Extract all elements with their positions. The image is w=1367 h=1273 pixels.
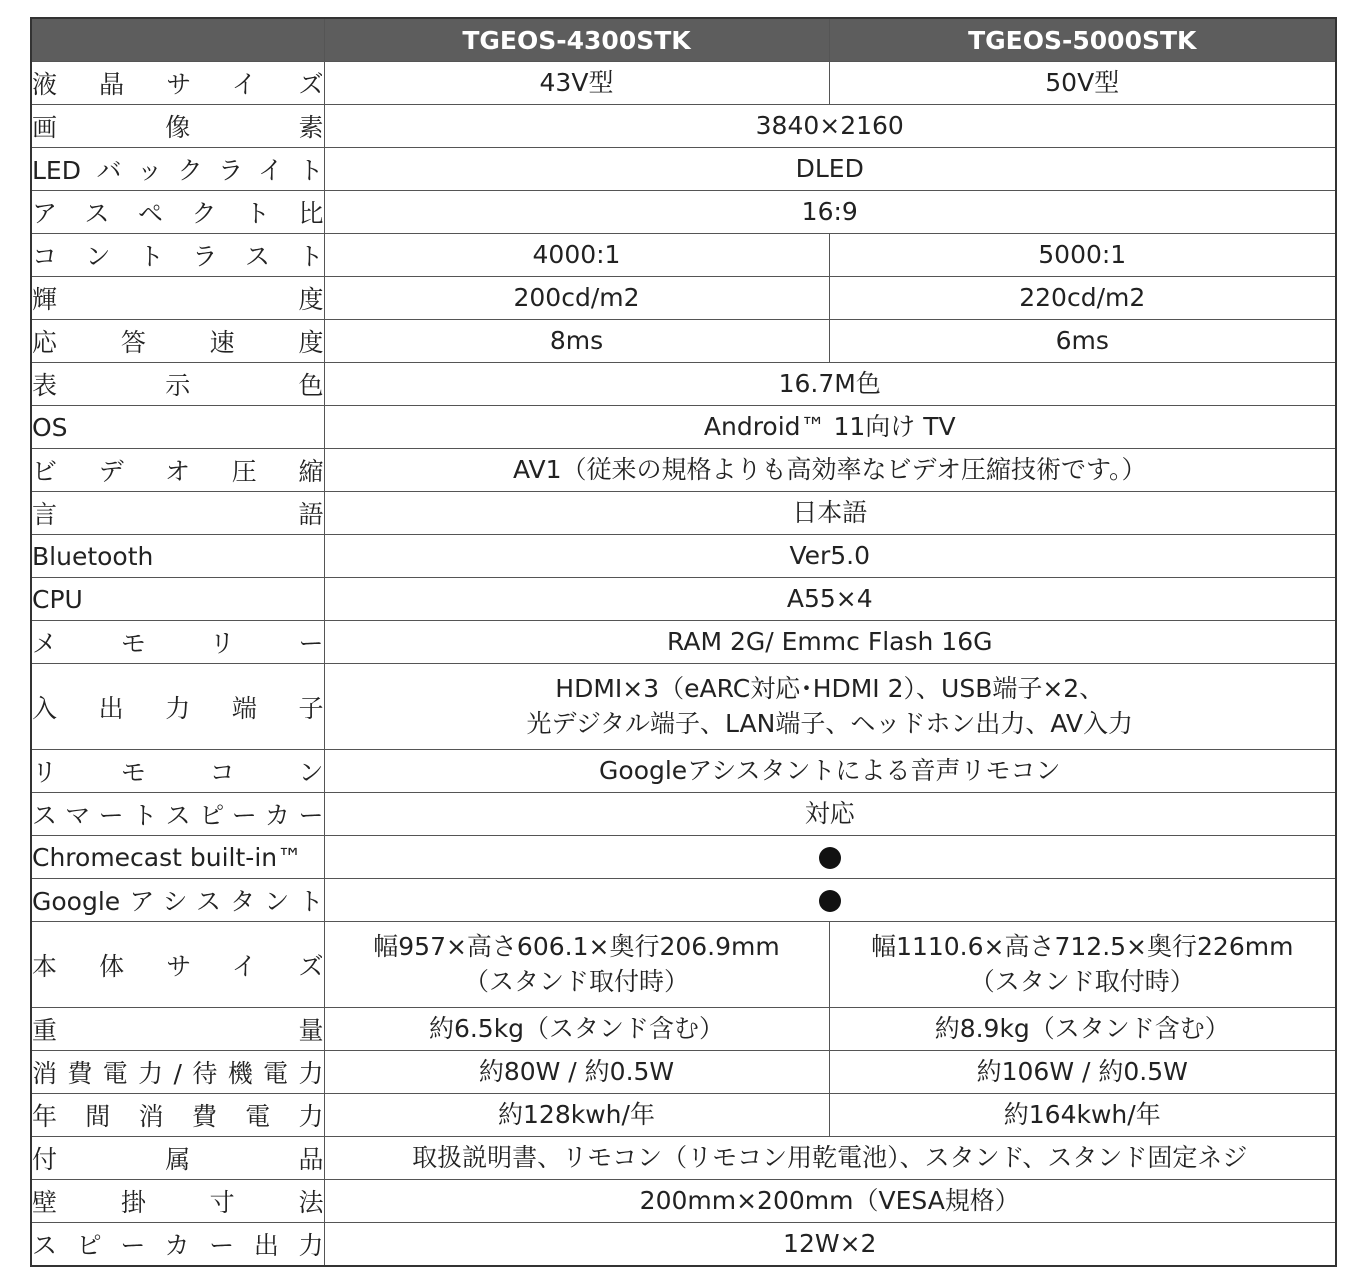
cell-shared: A55×4 bbox=[324, 578, 1336, 621]
row-annual-power bbox=[31, 1094, 1336, 1137]
row-contrast bbox=[31, 234, 1336, 277]
cell-shared: Android™ 11向け TV bbox=[324, 406, 1336, 449]
header-model-4300: TGEOS-4300STK bbox=[324, 18, 829, 62]
io-line-1: HDMI×3（eARC対応･HDMI 2）、USB端子×2、 bbox=[555, 674, 1105, 704]
cell-shared: 12W×2 bbox=[324, 1223, 1336, 1266]
row-label: 応答速度 bbox=[31, 320, 324, 363]
cell-shared bbox=[324, 836, 1336, 879]
cell-5000: 5000:1 bbox=[829, 234, 1336, 277]
cell-shared: Googleアシスタントによる音声リモコン bbox=[324, 750, 1336, 793]
row-cpu bbox=[31, 578, 1336, 621]
cell-4300: 8ms bbox=[324, 320, 829, 363]
row-label: スピーカー出力 bbox=[31, 1223, 324, 1266]
row-label: 消費電力/待機電力 bbox=[31, 1051, 324, 1094]
cell-5000: 約8.9kg（スタンド含む） bbox=[829, 1008, 1336, 1051]
row-label: CPU bbox=[31, 578, 324, 621]
row-bluetooth bbox=[31, 535, 1336, 578]
row-label: スマートスピーカー bbox=[31, 793, 324, 836]
row-label: 表示色 bbox=[31, 363, 324, 406]
row-resolution bbox=[31, 105, 1336, 148]
row-wall-mount bbox=[31, 1180, 1336, 1223]
row-label: Googleアシスタント bbox=[31, 879, 324, 922]
row-label: Bluetooth bbox=[31, 535, 324, 578]
row-chromecast bbox=[31, 836, 1336, 879]
cell-shared: 日本語 bbox=[324, 492, 1336, 535]
row-label: Chromecast built-in™ bbox=[31, 836, 324, 879]
cell-5000: 約106W / 約0.5W bbox=[829, 1051, 1336, 1094]
io-line-2: 光デジタル端子、LAN端子、ヘッドホン出力、AV入力 bbox=[526, 708, 1133, 738]
cell-4300: 約6.5kg（スタンド含む） bbox=[324, 1008, 829, 1051]
header-corner bbox=[31, 18, 324, 62]
size-line-2: （スタンド取付時） bbox=[463, 966, 689, 996]
cell-shared: AV1（従来の規格よりも高効率なビデオ圧縮技術です。） bbox=[324, 449, 1336, 492]
supported-dot-icon bbox=[819, 890, 841, 912]
cell-5000: 50V型 bbox=[829, 62, 1336, 105]
size-line-1: 幅957×高さ606.1×奥行206.9mm bbox=[373, 932, 780, 962]
row-memory bbox=[31, 621, 1336, 664]
header-row bbox=[31, 18, 1336, 62]
row-response bbox=[31, 320, 1336, 363]
cell-4300: 約128kwh/年 bbox=[324, 1094, 829, 1137]
row-video-codec bbox=[31, 449, 1336, 492]
row-label: 言語 bbox=[31, 492, 324, 535]
cell-5000: 220cd/m2 bbox=[829, 277, 1336, 320]
row-speaker-output bbox=[31, 1223, 1336, 1266]
cell-shared: 取扱説明書、リモコン（リモコン用乾電池）、スタンド、スタンド固定ネジ bbox=[324, 1137, 1336, 1180]
row-label: メモリー bbox=[31, 621, 324, 664]
cell-4300 bbox=[324, 922, 829, 1008]
row-label: リモコン bbox=[31, 750, 324, 793]
row-colors bbox=[31, 363, 1336, 406]
row-label: 重量 bbox=[31, 1008, 324, 1051]
row-language bbox=[31, 492, 1336, 535]
cell-shared: 3840×2160 bbox=[324, 105, 1336, 148]
row-label: 壁掛寸法 bbox=[31, 1180, 324, 1223]
row-accessories bbox=[31, 1137, 1336, 1180]
cell-4300: 200cd/m2 bbox=[324, 277, 829, 320]
row-label: 入出力端子 bbox=[31, 664, 324, 750]
cell-shared: 16.7M色 bbox=[324, 363, 1336, 406]
cell-shared bbox=[324, 879, 1336, 922]
row-label: 本体サイズ bbox=[31, 922, 324, 1008]
row-smart-speaker bbox=[31, 793, 1336, 836]
row-label: アスペクト比 bbox=[31, 191, 324, 234]
row-screen-size bbox=[31, 62, 1336, 105]
cell-shared: 対応 bbox=[324, 793, 1336, 836]
row-label: 付属品 bbox=[31, 1137, 324, 1180]
row-label: 液晶サイズ bbox=[31, 62, 324, 105]
cell-5000: 6ms bbox=[829, 320, 1336, 363]
row-body-size bbox=[31, 922, 1336, 1008]
cell-shared: DLED bbox=[324, 148, 1336, 191]
row-google-assistant bbox=[31, 879, 1336, 922]
row-power bbox=[31, 1051, 1336, 1094]
row-brightness bbox=[31, 277, 1336, 320]
row-label: ビデオ圧縮 bbox=[31, 449, 324, 492]
cell-4300: 43V型 bbox=[324, 62, 829, 105]
cell-shared: 16:9 bbox=[324, 191, 1336, 234]
row-remote bbox=[31, 750, 1336, 793]
row-label: コントラスト bbox=[31, 234, 324, 277]
cell-shared: 200mm×200mm（VESA規格） bbox=[324, 1180, 1336, 1223]
row-label: 輝度 bbox=[31, 277, 324, 320]
row-weight bbox=[31, 1008, 1336, 1051]
row-aspect bbox=[31, 191, 1336, 234]
row-label: 画像素 bbox=[31, 105, 324, 148]
cell-4300: 約80W / 約0.5W bbox=[324, 1051, 829, 1094]
row-label: OS bbox=[31, 406, 324, 449]
cell-shared bbox=[324, 664, 1336, 750]
cell-shared: Ver5.0 bbox=[324, 535, 1336, 578]
size-line-1: 幅1110.6×高さ712.5×奥行226mm bbox=[871, 932, 1294, 962]
header-model-5000: TGEOS-5000STK bbox=[829, 18, 1336, 62]
cell-5000: 約164kwh/年 bbox=[829, 1094, 1336, 1137]
spec-table bbox=[30, 17, 1337, 1267]
cell-4300: 4000:1 bbox=[324, 234, 829, 277]
cell-shared: RAM 2G/ Emmc Flash 16G bbox=[324, 621, 1336, 664]
row-backlight bbox=[31, 148, 1336, 191]
cell-5000 bbox=[829, 922, 1336, 1008]
row-label: 年間消費電力 bbox=[31, 1094, 324, 1137]
supported-dot-icon bbox=[819, 847, 841, 869]
row-io-ports bbox=[31, 664, 1336, 750]
row-label: LEDバックライト bbox=[31, 148, 324, 191]
size-line-2: （スタンド取付時） bbox=[969, 966, 1195, 996]
row-os bbox=[31, 406, 1336, 449]
